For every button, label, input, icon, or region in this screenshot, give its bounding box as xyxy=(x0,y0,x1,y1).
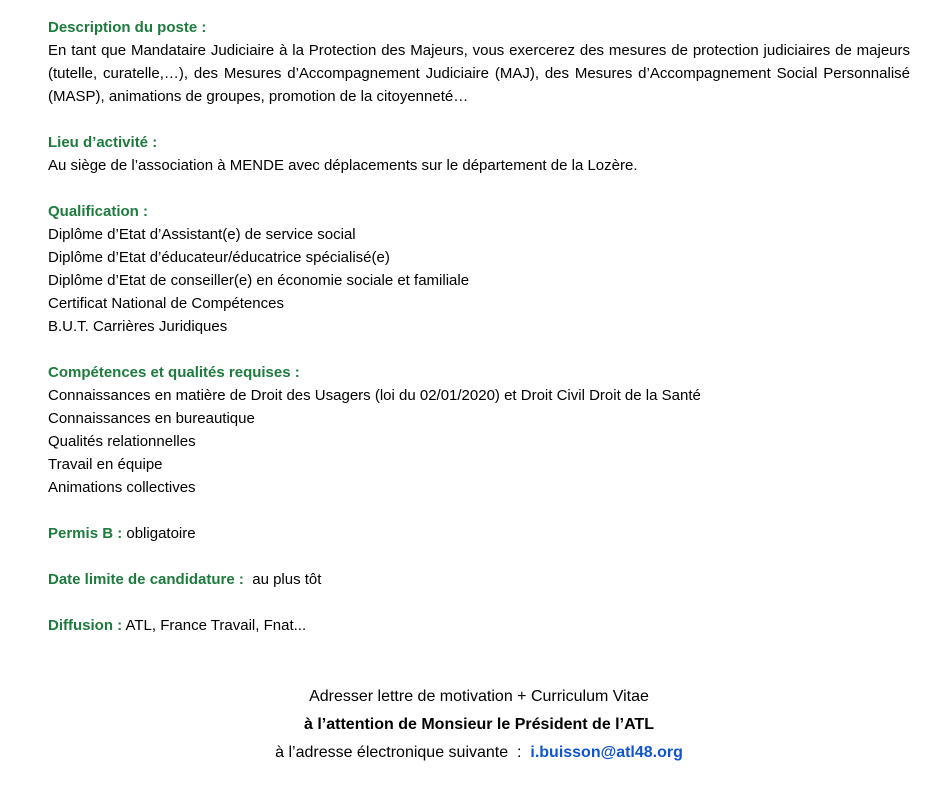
field-label: Diffusion : xyxy=(48,617,123,634)
section-description-du-poste xyxy=(48,16,910,108)
email-link[interactable]: i.buisson@atl48.org xyxy=(530,744,683,761)
closing-block xyxy=(48,683,910,767)
competence-item: Connaissances en matière de Droit des Usagers (loi du 02/01/2020) et Droit Civil Droit de la Santé xyxy=(48,387,701,404)
closing-line-3 xyxy=(48,739,910,767)
field-value: obligatoire xyxy=(122,525,196,542)
field-value: au plus tôt xyxy=(243,571,322,588)
closing-line-1: Adresser lettre de motivation + Curriculum Vitae xyxy=(309,688,649,705)
closing-line-3-text: à l’adresse électronique suivante : xyxy=(275,744,531,761)
qualification-item: Diplôme d’Etat de conseiller(e) en économie sociale et familiale xyxy=(48,272,470,289)
field-diffusion xyxy=(48,614,910,637)
section-heading: Lieu d’activité : xyxy=(48,134,158,151)
qualification-item: Certificat National de Compétences xyxy=(48,295,284,312)
section-lieu-activite xyxy=(48,131,910,177)
qualification-item: Diplôme d’Etat d’éducateur/éducatrice spécialisé(e) xyxy=(48,249,390,266)
competence-item: Travail en équipe xyxy=(48,456,163,473)
field-permis-b xyxy=(48,522,910,545)
qualification-item: B.U.T. Carrières Juridiques xyxy=(48,318,228,335)
section-heading: Qualification : xyxy=(48,203,149,220)
competence-item: Qualités relationnelles xyxy=(48,433,196,450)
field-label: Date limite de candidature : xyxy=(48,571,244,588)
field-date-limite xyxy=(48,568,910,591)
qualification-item: Diplôme d’Etat d’Assistant(e) de service social xyxy=(48,226,356,243)
section-heading: Description du poste : xyxy=(48,19,207,36)
closing-line-2: à l’attention de Monsieur le Président de l’ATL xyxy=(304,716,654,733)
field-label: Permis B : xyxy=(48,525,123,542)
competence-item: Connaissances en bureautique xyxy=(48,410,255,427)
field-value: ATL, France Travail, Fnat... xyxy=(122,617,307,634)
section-qualification xyxy=(48,200,910,338)
section-competences xyxy=(48,361,910,499)
competence-item: Animations collectives xyxy=(48,479,196,496)
section-paragraph: Au siège de l’association à MENDE avec déplacements sur le département de la Lozère. xyxy=(48,157,638,174)
section-paragraph: En tant que Mandataire Judiciaire à la Protection des Majeurs, vous exercerez des mesures de protection judiciaires de majeurs (tutelle, curatelle,…), des Mesures d’Accompagnement Judiciaire (MAJ), des Mesures d’Accompagnement Social Personnalisé (MASP), animations de groupes, promotion de la citoyenneté… xyxy=(48,42,910,105)
section-heading: Compétences et qualités requises : xyxy=(48,364,300,381)
